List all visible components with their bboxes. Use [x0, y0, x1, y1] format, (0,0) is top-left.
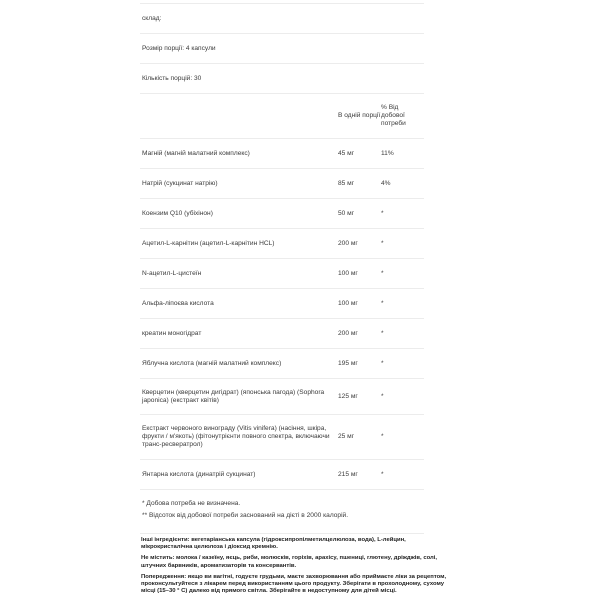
nutrient-dv: *	[381, 239, 384, 247]
table-row	[140, 319, 424, 349]
nutrient-dv: *	[381, 299, 384, 307]
nutrient-amount: 195 мг	[338, 359, 358, 367]
table-row	[140, 169, 424, 199]
nutrient-dv: *	[381, 392, 384, 400]
other-ingredients: Інші інгредієнти: вегетаріанська капсула (гідроксипропілметилцелюлоза, вода), L-лейцин, мікрокристалічна целюлоза і діоксид кремнію.	[141, 537, 406, 551]
footnotes	[140, 500, 424, 519]
supplement-facts	[140, 0, 424, 519]
nutrient-name: Яблучна кислота (магній малатний комплекс)	[142, 359, 282, 367]
nutrient-name: Ацетил-L-карнітин (ацетил-L-карнітин HCL)	[142, 239, 275, 247]
table-row	[140, 460, 424, 490]
nutrient-name: креатин моногідрат	[142, 329, 202, 337]
nutrient-dv: *	[381, 269, 384, 277]
composition-label: склад:	[142, 14, 162, 22]
nutrient-amount: 125 мг	[338, 392, 358, 400]
nutrient-name: Екстракт червоного винограду (Vitis vinifera) (насіння, шкіра, фрукти / м'якоть) (фітонутрієнти повного спектра, включаючи транс-ресвератрол)	[142, 425, 330, 448]
header-dv: % Від добової потреби	[381, 104, 406, 127]
warning: Попередження: якщо ви вагітні, годуєте грудьми, маєте захворювання або приймаєте ліки за рецептом, проконсультуйтеся з лікарем перед використанням цього продукту. Зберігати в прохолодному, сухому місці (15–30 ° C) далеко від прямого світла. Зберігайте в недоступному для дітей місці.	[141, 573, 447, 595]
nutrient-name: Кверцетин (кверцетин дигідрат) (японська пагода) (Sophora japonica) (екстракт квітів)	[142, 388, 325, 404]
nutrient-amount: 215 мг	[338, 470, 358, 478]
nutrient-name: Янтарна кислота (динатрій сукцинат)	[142, 470, 256, 478]
nutrient-amount: 50 мг	[338, 209, 355, 217]
info-row-composition	[140, 3, 424, 34]
footnote-dv-not-established: * Добова потреба не визначена.	[142, 500, 241, 507]
table-header	[140, 94, 424, 139]
info-row-serving-size	[140, 34, 424, 64]
nutrient-amount: 100 мг	[338, 299, 358, 307]
table-row	[140, 229, 424, 259]
nutrient-amount: 200 мг	[338, 239, 358, 247]
nutrient-amount: 45 мг	[338, 149, 355, 157]
table-row	[140, 415, 424, 460]
nutrient-amount: 25 мг	[338, 433, 355, 440]
nutrient-dv: 11%	[381, 149, 394, 157]
nutrient-name: Натрій (сукцинат натрію)	[142, 179, 218, 187]
table-row	[140, 289, 424, 319]
nutrient-dv: *	[381, 329, 384, 337]
nutrient-amount: 100 мг	[338, 269, 358, 277]
table-row	[140, 349, 424, 379]
servings-count-label: Кількість порцій: 30	[142, 74, 202, 82]
nutrient-name: N-ацетил-L-цистеїн	[142, 269, 202, 277]
nutrient-name: Коензим Q10 (убіхінон)	[142, 209, 213, 217]
nutrient-dv: *	[381, 470, 384, 478]
table-row	[140, 199, 424, 229]
nutrient-dv: 4%	[381, 179, 391, 187]
nutrient-amount: 200 мг	[338, 329, 358, 337]
table-row	[140, 379, 424, 415]
table-row	[140, 139, 424, 169]
header-amount: В одній порції	[338, 112, 381, 119]
nutrient-dv: *	[381, 359, 384, 367]
divider	[140, 533, 424, 534]
table-row	[140, 259, 424, 289]
footnote-dv-basis: ** Відсоток від добової потреби заснований на дієті в 2000 калорій.	[142, 512, 349, 519]
nutrient-dv: *	[381, 209, 384, 217]
serving-size-label: Розмір порції: 4 капсули	[142, 44, 216, 52]
additional-info	[141, 537, 453, 599]
free-from: Не містить: молока / казеїну, яєць, риби, молюсків, горіхів, арахісу, пшениці, глютену, дріжджів, солі, штучних барвників, ароматизаторів та консервантів.	[141, 555, 438, 569]
nutrient-name: Альфа-ліпоєва кислота	[142, 299, 214, 307]
info-row-servings-count	[140, 64, 424, 94]
nutrient-amount: 85 мг	[338, 179, 355, 187]
nutrient-name: Магній (магній малатний комплекс)	[142, 149, 250, 157]
nutrient-dv: *	[381, 433, 384, 440]
